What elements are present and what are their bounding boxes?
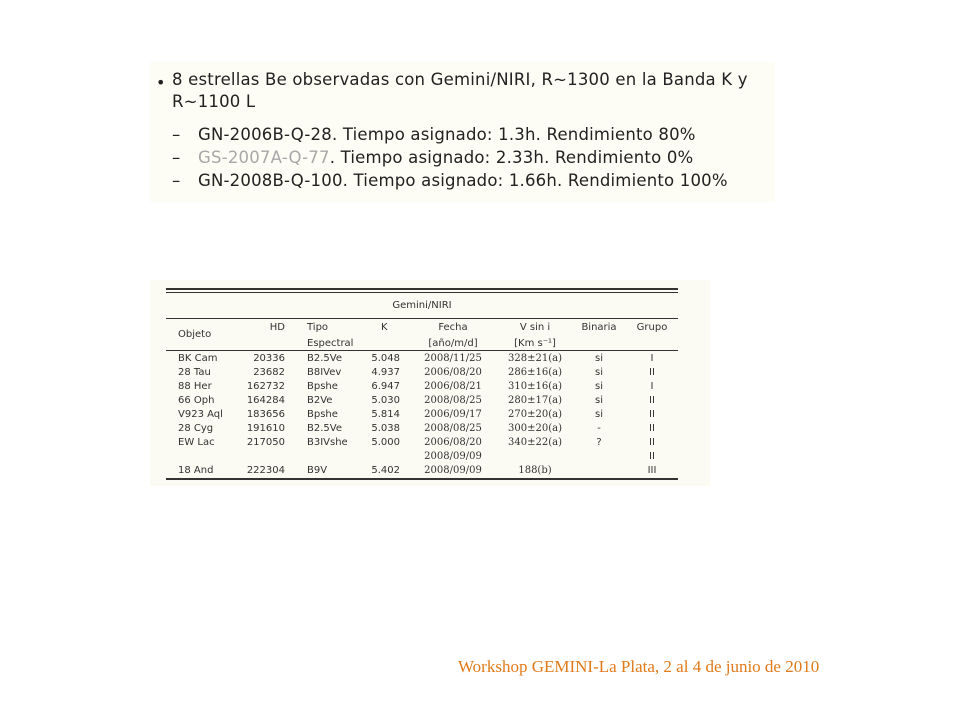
cell-fecha: 2008/08/25	[424, 423, 482, 434]
cell-vsini: 310±16(a)	[508, 381, 562, 392]
cell-binaria: si	[595, 395, 603, 406]
cell-tipo: B2.5Ve	[307, 423, 342, 434]
header-espectral: Espectral	[307, 338, 354, 349]
header-fecha-unit: [año/m/d]	[428, 338, 478, 349]
cell-binaria: -	[597, 423, 601, 434]
cell-fecha: 2006/09/17	[424, 409, 482, 420]
table-bottom-rule	[166, 478, 678, 480]
header-vsini: V sin i	[519, 322, 551, 333]
header-grupo: Grupo	[636, 322, 668, 333]
cell-grupo: II	[649, 409, 655, 420]
cell-tipo: Bpshe	[307, 409, 338, 420]
cell-grupo: II	[649, 395, 655, 406]
cell-hd: 191610	[246, 423, 285, 434]
header-hd: HD	[269, 322, 285, 333]
cell-tipo: B8IVev	[307, 367, 342, 378]
cell-objeto: 88 Her	[178, 381, 212, 392]
table-title: Gemini/NIRI	[392, 300, 452, 311]
header-vsini-unit: [Km s⁻¹]	[514, 338, 556, 349]
cell-grupo: I	[650, 381, 654, 392]
cell-hd: 164284	[246, 395, 285, 406]
cell-vsini: 188(b)	[518, 465, 552, 476]
program-id-muted: GS-2007A-Q-77	[198, 148, 330, 167]
cell-vsini: 300±20(a)	[508, 423, 562, 434]
cell-k: 4.937	[371, 367, 400, 378]
intro-line-2: R∼1100 L	[172, 92, 256, 111]
intro-line-1: 8 estrellas Be observadas con Gemini/NIRI, R∼1300 en la Banda K y	[172, 70, 748, 89]
cell-fecha: 2008/09/09	[424, 465, 482, 476]
cell-fecha: 2006/08/20	[424, 367, 482, 378]
header-fecha: Fecha	[438, 322, 468, 333]
cell-tipo: B2.5Ve	[307, 353, 342, 364]
cell-tipo: B9V	[307, 465, 328, 476]
cell-binaria: si	[595, 353, 603, 364]
table-top-rule	[166, 288, 678, 290]
cell-hd: 20336	[253, 353, 285, 364]
cell-vsini: 280±17(a)	[508, 395, 562, 406]
cell-hd: 183656	[246, 409, 285, 420]
cell-objeto: 28 Cyg	[178, 423, 214, 434]
cell-binaria: si	[595, 367, 603, 378]
cell-grupo: II	[649, 451, 655, 462]
cell-k: 5.402	[371, 465, 400, 476]
program-gn-2006b: – GN-2006B-Q-28. Tiempo asignado: 1.3h. Rendimiento 80%	[172, 125, 696, 144]
cell-fecha: 2006/08/21	[424, 381, 482, 392]
cell-tipo: B3IVshe	[307, 437, 348, 448]
cell-fecha: 2008/11/25	[424, 353, 482, 364]
cell-tipo: Bpshe	[307, 381, 338, 392]
cell-vsini: 270±20(a)	[508, 409, 562, 420]
cell-binaria: si	[595, 381, 603, 392]
cell-grupo: I	[650, 353, 654, 364]
cell-vsini: 328±21(a)	[508, 353, 562, 364]
cell-tipo: B2Ve	[307, 395, 333, 406]
cell-fecha: 2006/08/20	[424, 437, 482, 448]
cell-k: 5.000	[371, 437, 400, 448]
cell-hd: 222304	[246, 465, 285, 476]
cell-objeto: BK Cam	[178, 353, 218, 364]
header-tipo: Tipo	[307, 322, 329, 333]
cell-hd: 23682	[253, 367, 285, 378]
cell-vsini: 286±16(a)	[508, 367, 562, 378]
program-gs-2007a: – GS-2007A-Q-77. Tiempo asignado: 2.33h. Rendimiento 0%	[172, 148, 694, 167]
cell-fecha: 2008/09/09	[424, 451, 482, 462]
cell-objeto: 66 Oph	[178, 395, 215, 406]
table-header-rule	[166, 350, 678, 351]
header-objeto: Objeto	[178, 329, 212, 340]
cell-binaria: ?	[596, 437, 602, 448]
cell-objeto: V923 Aql	[178, 409, 223, 420]
footer-caption: Workshop GEMINI-La Plata, 2 al 4 de junio de 2010	[458, 657, 820, 676]
cell-grupo: II	[649, 437, 655, 448]
cell-binaria: si	[595, 409, 603, 420]
cell-objeto: 28 Tau	[178, 367, 211, 378]
table-title-rule	[166, 318, 678, 319]
cell-k: 5.038	[371, 423, 400, 434]
cell-vsini: 340±22(a)	[508, 437, 562, 448]
program-gn-2008b: – GN-2008B-Q-100. Tiempo asignado: 1.66h. Rendimiento 100%	[172, 171, 728, 190]
cell-k: 5.048	[371, 353, 400, 364]
cell-grupo: II	[649, 423, 655, 434]
header-k: K	[381, 322, 388, 333]
table-top-rule-2	[166, 292, 678, 293]
cell-fecha: 2008/08/25	[424, 395, 482, 406]
cell-grupo: III	[647, 465, 657, 476]
cell-k: 5.814	[371, 409, 400, 420]
cell-objeto: 18 And	[178, 465, 214, 476]
cell-k: 6.947	[371, 381, 400, 392]
cell-objeto: EW Lac	[178, 437, 215, 448]
bullet-icon: •	[156, 73, 166, 92]
cell-hd: 217050	[246, 437, 285, 448]
cell-grupo: II	[649, 367, 655, 378]
header-binaria: Binaria	[581, 322, 617, 333]
cell-hd: 162732	[246, 381, 285, 392]
cell-k: 5.030	[371, 395, 400, 406]
